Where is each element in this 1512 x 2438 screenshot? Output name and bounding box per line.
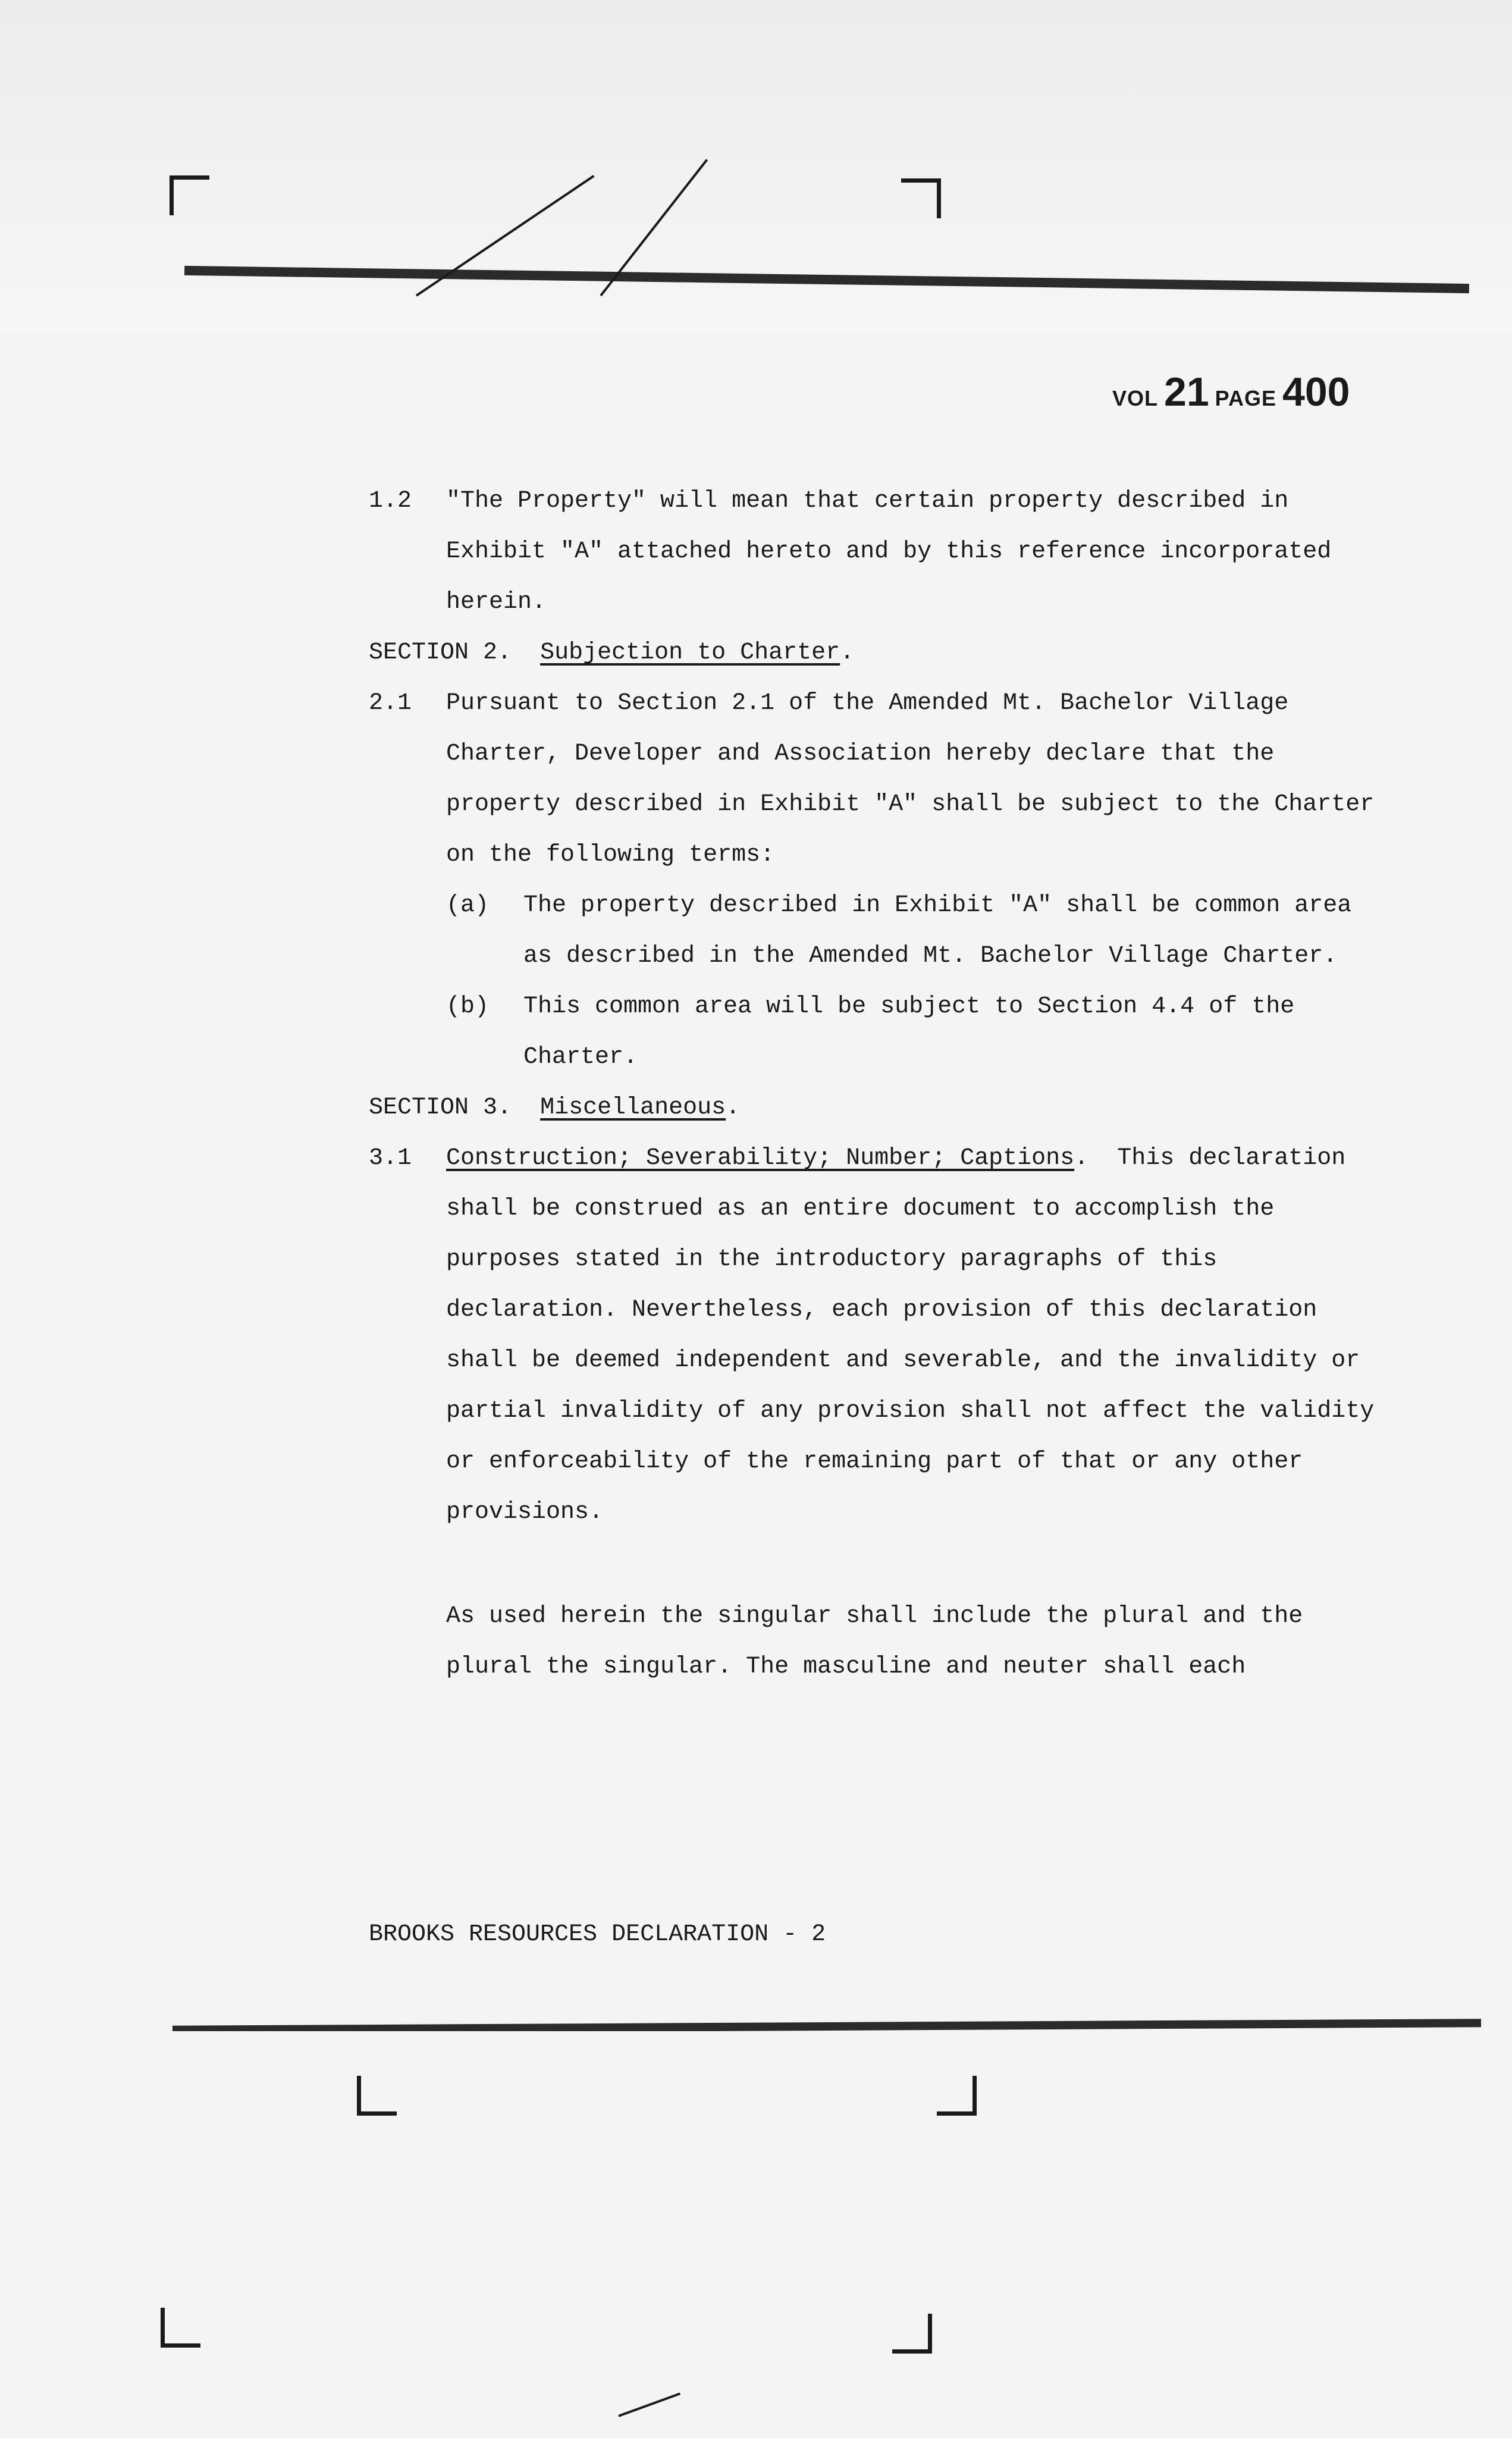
crop-mark-top-right [901, 178, 941, 218]
clause-text: Pursuant to Section 2.1 of the Amended Mt. Bachelor Village Charter, Developer and Association hereby declare that the property described in Exhibit "A" shall be subject to the Charter on the following terms: [446, 690, 1375, 868]
crop-mark-bottom-left [357, 2076, 397, 2116]
paragraph-gap [369, 1538, 1392, 1591]
clause-number: 2.1 [369, 690, 412, 717]
crop-mark-bottom-left [161, 2308, 200, 2348]
clause-3-1-paragraph-2: As used herein the singular shall include the plural and the plural the singular. The masculine and neuter shall each [446, 1603, 1303, 1680]
section-title: Miscellaneous [540, 1094, 726, 1121]
scan-margin-bottom [0, 2031, 1512, 2438]
clause-title-period: . [1074, 1145, 1089, 1172]
subclause-text: This common area will be subject to Section 4.4 of the Charter. [523, 993, 1295, 1071]
clause-text: "The Property" will mean that certain property described in Exhibit "A" attached hereto and by this reference incorporated herein. [446, 488, 1332, 616]
clause-2-1-a [446, 880, 1392, 981]
clause-1-2 [369, 476, 1392, 627]
section-title: Subjection to Charter [540, 639, 840, 666]
section-label: SECTION 2. [369, 639, 512, 666]
subclause-text: The property described in Exhibit "A" shall be common area as described in the Amended Mt. Bachelor Village Charter. [523, 892, 1352, 969]
clause-body [446, 1133, 1392, 1538]
subclause-number: (a) [446, 892, 490, 919]
clause-text: This declaration shall be construed as an entire document to accomplish the purposes stated in the introductory paragraphs of this declaration. Nevertheless, each provision of this declaration shall be deemed independent and severable, and the invalidity or partial invalidity of any provision shall not affect the validity or enforceability of the remaining part of that or any other provisions. [446, 1145, 1375, 1526]
page-footer: BROOKS RESOURCES DECLARATION - 2 [369, 1921, 826, 1948]
section-title-period: . [840, 639, 855, 666]
section-2-heading [369, 627, 1392, 678]
clause-2-1-b [446, 981, 1392, 1082]
crop-mark-bottom-right [892, 2314, 932, 2354]
section-3-heading [369, 1082, 1392, 1133]
section-title-period: . [726, 1094, 741, 1121]
page-label: PAGE [1215, 386, 1277, 410]
clause-2-1 [369, 678, 1392, 880]
page-number: 400 [1282, 369, 1350, 415]
volume-page-reference [1112, 369, 1350, 415]
vol-label: VOL [1112, 386, 1159, 410]
crop-mark-top-left [170, 175, 209, 215]
document-body [369, 476, 1392, 1692]
subclause-number: (b) [446, 993, 490, 1020]
section-label: SECTION 3. [369, 1094, 512, 1121]
vol-number: 21 [1164, 369, 1209, 415]
clause-3-1 [369, 1133, 1392, 1538]
clause-number: 1.2 [369, 488, 412, 514]
crop-mark-bottom-right [937, 2076, 977, 2116]
clause-title: Construction; Severability; Number; Captions [446, 1145, 1075, 1172]
clause-number: 3.1 [369, 1145, 412, 1172]
